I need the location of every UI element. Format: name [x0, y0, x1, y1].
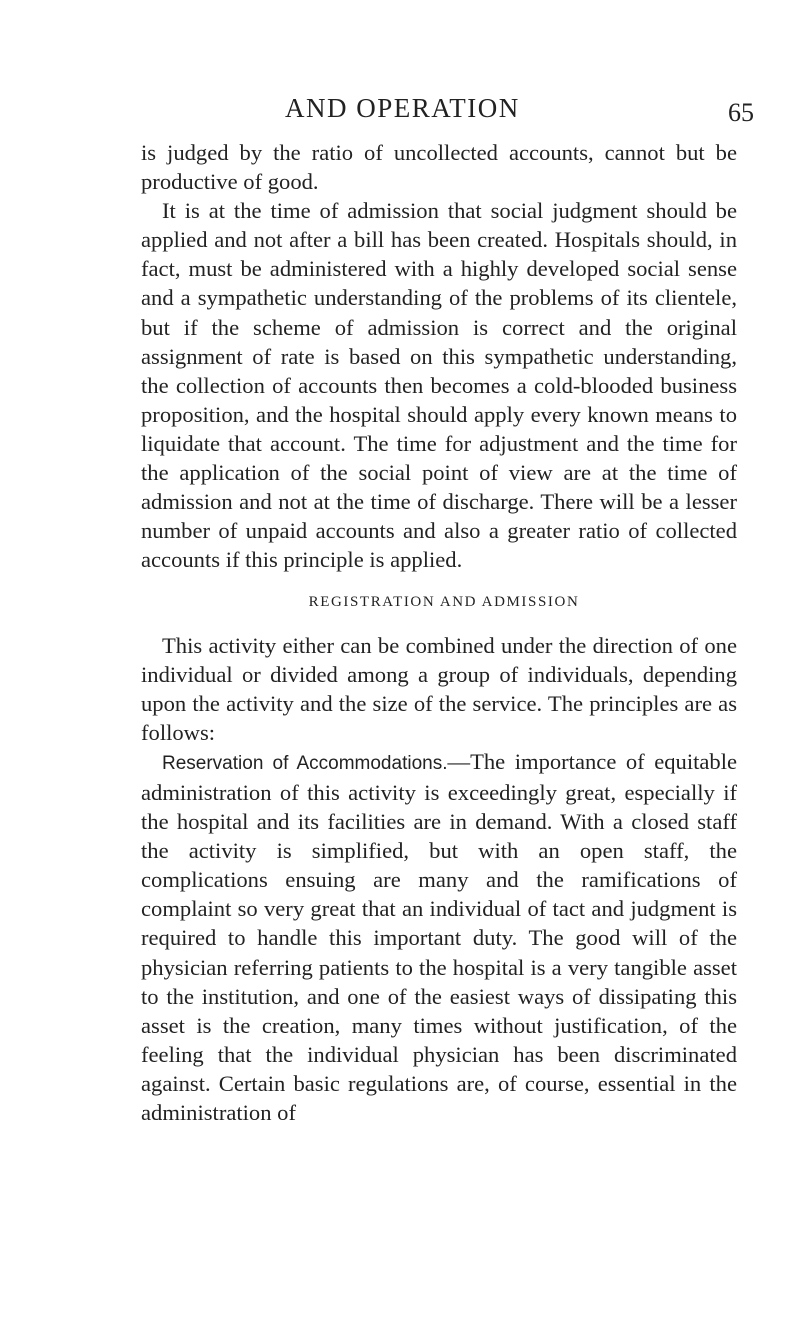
body-text [141, 138, 737, 1127]
run-in-heading: Reservation of Accommodations. [162, 752, 448, 774]
paragraph-registration-intro: This activity either can be combined under the direction of one individual or divided among a group of individuals, depending upon the activity and the size of the service. The principles are as follows: [141, 632, 737, 745]
paragraph-reservation-text: —The importance of equitable administration of this activity is exceedingly great, especially if the hospital and its facilities are in demand. With a closed staff the activity is simplified, but with an open staff, the complications ensuing are many and the ramifications of complaint so very great that an individual of tact and judgment is required to handle this important duty. The good will of the physician referring patients to the hospital is a very tangible asset to the institution, and one of the easiest ways of dissipating this asset is the creation, many times without justification, of the feeling that the individual physician has been discriminated against. Certain basic regulations are, of course, essential in the administration of [141, 748, 738, 1125]
paragraph-social-judgment: It is at the time of admission that social judgment should be applied and not after a bill has been created. Hospitals should, in fact, must be administered with a highly developed social sense and a sympathetic understanding of the problems of its clientele, but if the scheme of admission is correct and the original assignment of rate is based on this sympathetic understanding, the collection of accounts then becomes a cold-blooded business proposition, and the hospital should apply every known means to liquidate that account. The time for adjustment and the time for the application of the social point of view are at the time of admission and not at the time of discharge. There will be a lesser number of unpaid accounts and also a greater ratio of collected accounts if this principle is applied. [141, 198, 737, 573]
running-head-title: AND OPERATION [285, 93, 520, 123]
section-heading: REGISTRATION AND ADMISSION [308, 594, 580, 611]
paragraph-reservation [141, 747, 737, 1127]
paragraph-continuation: is judged by the ratio of uncollected accounts, cannot but be productive of good. [141, 140, 737, 195]
page-number: 65 [728, 98, 754, 127]
